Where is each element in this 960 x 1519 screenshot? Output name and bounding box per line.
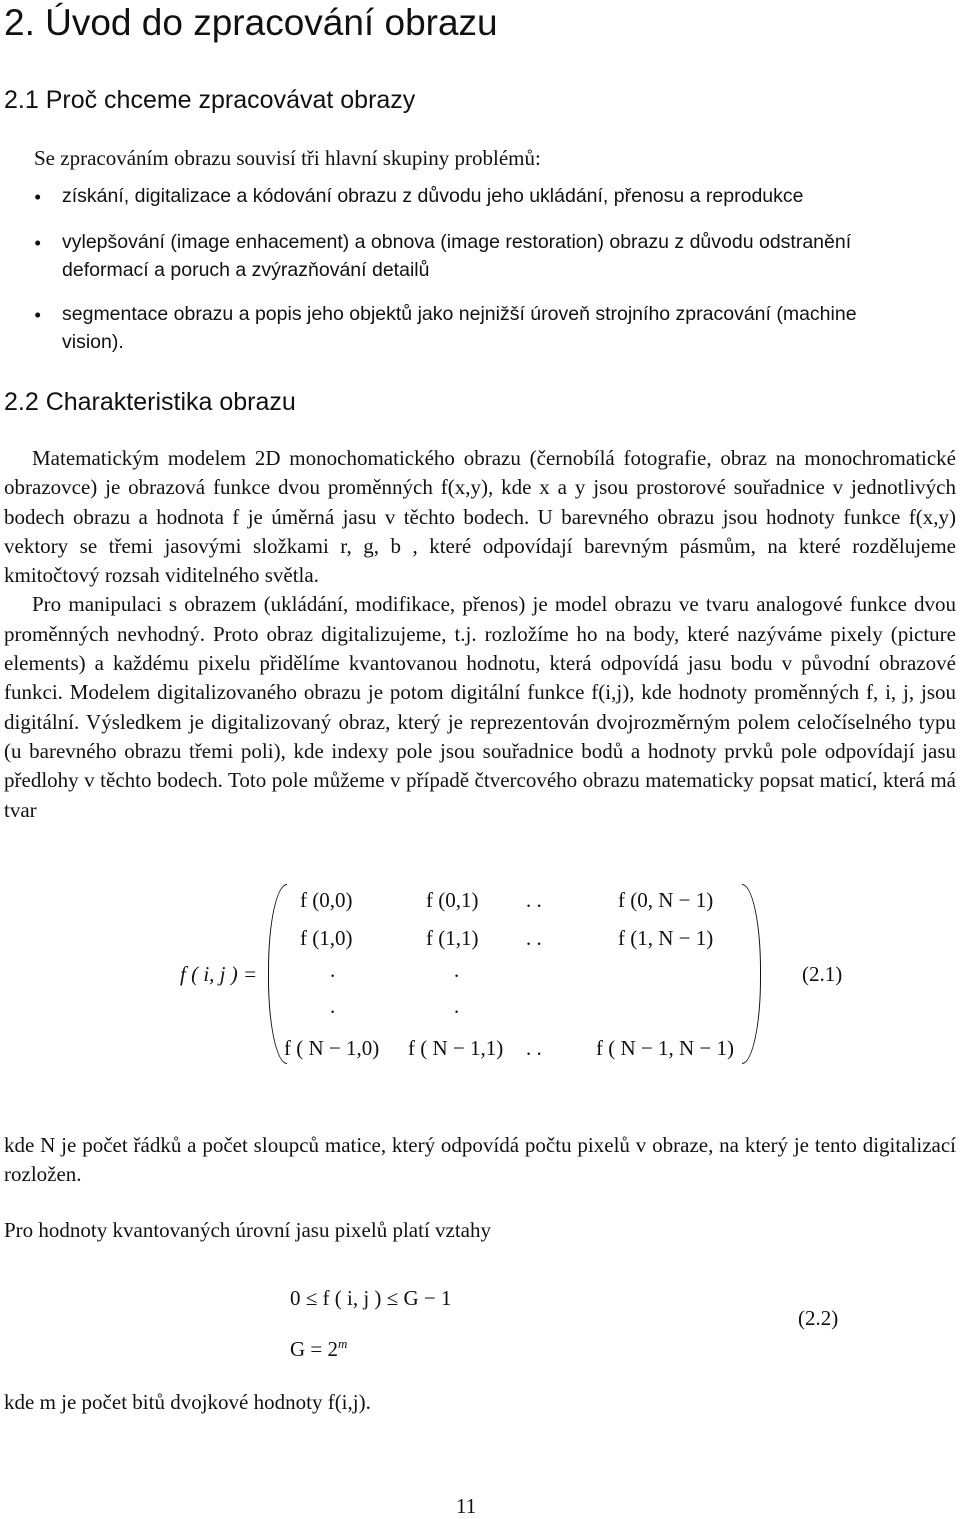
- section-title-2-1: 2.1 Proč chceme zpracovávat obrazy: [4, 86, 416, 114]
- section-intro: Se zpracováním obrazu souvisí tři hlavní skupiny problémů:: [34, 146, 541, 170]
- equation-1-number: (2.1): [802, 962, 843, 986]
- bullet-icon: •: [34, 185, 42, 209]
- matrix-cell: . .: [526, 888, 542, 912]
- chapter-title: 2. Úvod do zpracování obrazu: [4, 2, 498, 43]
- equation-2-line-2: [290, 1336, 347, 1362]
- matrix-cell: f ( N − 1, N − 1): [596, 1036, 734, 1060]
- matrix-cell: f (1, N − 1): [618, 926, 714, 950]
- bullet-text-2a: vylepšování (image enhacement) a obnova (image restoration) obrazu z důvodu odstranění: [62, 231, 852, 253]
- matrix-cell: .: [454, 994, 460, 1018]
- matrix-cell: f (1,0): [300, 926, 353, 950]
- matrix-cell: .: [330, 994, 336, 1018]
- matrix-cell: .: [454, 958, 460, 982]
- paragraph-1: Matematickým modelem 2D monochomatického obrazu (černobílá fotografie, obraz na monochromatické obrazovce) je obrazová funkce dvou proměnných f(x,y), kde x a y jsou prostorové souřadnice v jednotlivých bodech obrazu a hodnota f je úměrná jasu v těchto bodech. U barevného obrazu jsou hodnoty funkce f(x,y) vektory se třemi jasovými složkami r, g, b , které odpovídají barevným pásmům, na které rozdělujeme kmitočtový rozsah viditelného světla.: [4, 446, 956, 588]
- bullet-icon: •: [34, 231, 42, 255]
- matrix-cell: f (0,1): [426, 888, 479, 912]
- paragraph-2: Pro manipulaci s obrazem (ukládání, modifikace, přenos) je model obrazu ve tvaru analogové funkce dvou proměnných nevhodný. Proto obraz digitalizujeme, t.j. rozložíme ho na body, které nazýváme pixely (picture elements) a každému pixelu přidělíme kvantovanou hodnotu, která odpovídá jasu bodu v původní obrazové funkci. Modelem digitalizovaného obrazu je potom digitální funkce f(i,j), kde hodnoty proměnných f, i, j, jsou digitální. Výsledkem je digitalizovaný obraz, který je reprezentován dvojrozměrným polem celočíselného typu (u barevného obrazu třemi poli), kde indexy pole jsou souřadnice bodů a hodnoty prvků pole odpovídají jasu předlohy v těchto bodech. Toto pole můžeme v případě čtvercového obrazu matematicky popsat maticí, která má tvar: [4, 592, 956, 822]
- equation-2-line-2-base: G = 2: [290, 1337, 339, 1361]
- bullet-text-2b: deformací a poruch a zvýrazňování detailů: [62, 259, 430, 281]
- bullet-text-3a: segmentace obrazu a popis jeho objektů jako nejnižší úroveň strojního zpracování (machine: [62, 303, 857, 325]
- matrix-cell: . .: [526, 926, 542, 950]
- matrix-cell: f ( N − 1,0): [284, 1036, 380, 1060]
- bullet-text-1: získání, digitalizace a kódování obrazu z důvodu jeho ukládání, přenosu a reprodukce: [62, 185, 804, 207]
- matrix-cell: f (0, N − 1): [618, 888, 714, 912]
- matrix-cell: .: [330, 958, 336, 982]
- page-number: 11: [456, 1494, 477, 1518]
- quantization-intro: Pro hodnoty kvantovaných úrovní jasu pixelů platí vztahy: [4, 1218, 491, 1242]
- section-title-2-2: 2.2 Charakteristika obrazu: [4, 388, 296, 416]
- equation-2-number: (2.2): [798, 1306, 839, 1330]
- bullet-text-3b: vision).: [62, 331, 124, 353]
- final-line: kde m je počet bitů dvojkové hodnoty f(i,j).: [4, 1390, 371, 1414]
- matrix-right-paren: [742, 884, 761, 1064]
- section-body: [4, 444, 956, 825]
- matrix-cell: f (0,0): [300, 888, 353, 912]
- equation-2-exponent: m: [338, 1336, 348, 1351]
- equation-1-lhs: f ( i, j ) =: [180, 962, 258, 986]
- equation-2-line-1: 0 ≤ f ( i, j ) ≤ G − 1: [290, 1286, 452, 1310]
- matrix-cell: f (1,1): [426, 926, 479, 950]
- after-equation-1-text: kde N je počet řádků a počet sloupců matice, který odpovídá počtu pixelů v obraze, na který je tento digitalizací rozložen.: [4, 1133, 956, 1187]
- after-equation-1: [4, 1131, 956, 1190]
- matrix-cell: . .: [526, 1036, 542, 1060]
- matrix-cell: f ( N − 1,1): [408, 1036, 504, 1060]
- bullet-icon: •: [34, 303, 42, 327]
